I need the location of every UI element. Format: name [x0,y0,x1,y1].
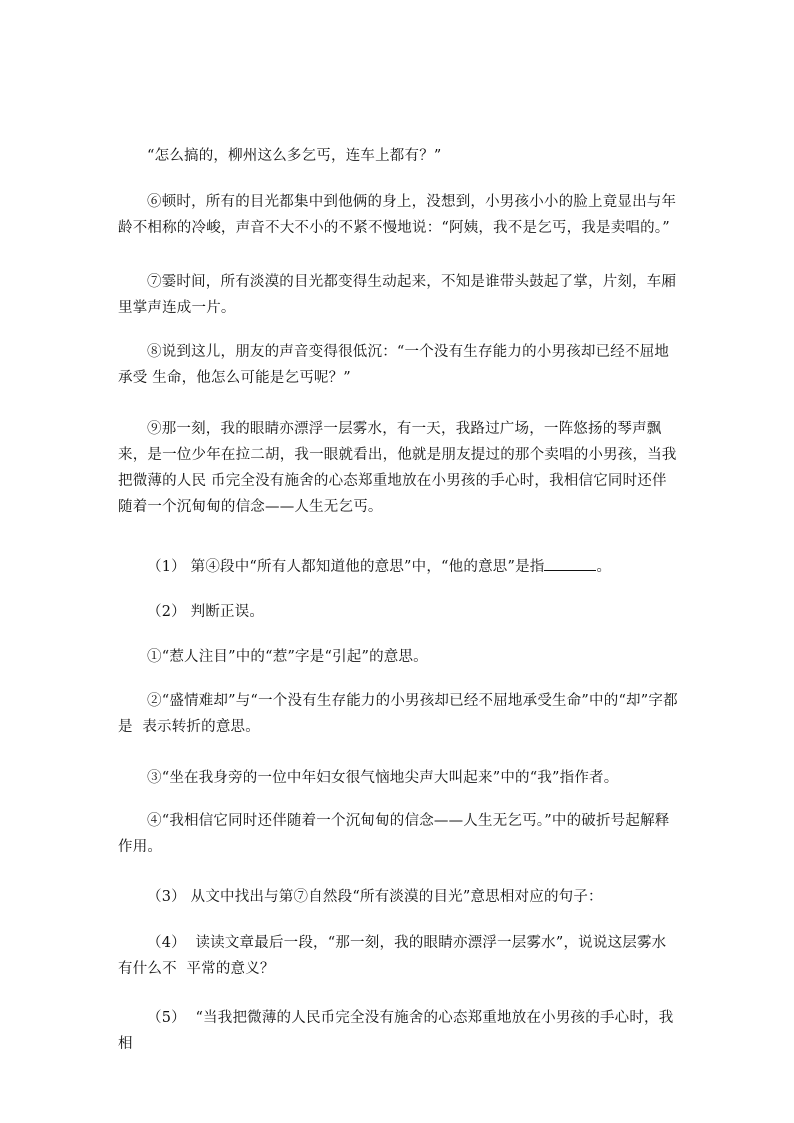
question-1-text: （1） 第④段中“所有人都知道他的意思”中，“他的意思”是指 [147,559,545,575]
question-2-item-4: ④“我相信它同时还伴随着一个沉甸甸的信念——人生无乞丐。”中的破折号起解释作用。 [118,813,670,855]
question-5: （5） “当我把微薄的人民币完全没有施舍的心态郑重地放在小男孩的手心时，我相 [118,1010,674,1052]
paragraph-7: ⑦霎时间，所有淡漠的目光都变得生动起来，不知是谁带头鼓起了掌，片刻，车厢里掌声连成一片。 [118,274,677,316]
question-1 [118,554,678,580]
question-2-item-1: ①“惹人注目”中的“惹”字是“引起”的意思。 [147,649,428,665]
question-4: （4） 读读文章最后一段，“那一刻，我的眼睛亦漂浮一层雾水”，说说这层雾水有什么不 平常的意义？ [118,935,667,977]
question-3: （3） 从文中找出与第⑦自然段“所有淡漠的目光”意思相对应的句子： [147,889,603,905]
paragraph-8: ⑧说到这儿，朋友的声音变得很低沉：“一个没有生存能力的小男孩却已经不屈地承受 生命，他怎么可能是乞丐呢？” [118,344,670,386]
paragraph-9: ⑨那一刻，我的眼睛亦漂浮一层雾水，有一天，我路过广场，一阵悠扬的琴声飘来，是一位少年在拉二胡，我一眼就看出，他就是朋友提过的那个卖唱的小男孩，当我把微薄的人民 币完全没有施舍的心态郑重地放在小男孩的手心时，我相信它同时还伴随着一个沉甸甸的信念——人生无乞丐。 [118,421,677,515]
answer-blank[interactable] [544,556,596,571]
question-2-item-3: ③“坐在我身旁的一位中年妇女很气恼地尖声大叫起来”中的“我”指作者。 [147,770,619,786]
question-1-end: 。 [596,559,612,575]
question-2-item-2: ②“盛情难却”与“一个没有生存能力的小男孩却已经不屈地承受生命”中的“却”字都是 表示转折的意思。 [118,693,678,735]
question-2: （2） 判断正误。 [147,604,265,620]
paragraph-quote: “怎么搞的，柳州这么多乞丐，连车上都有？” [147,148,442,164]
paragraph-6: ⑥顿时，所有的目光都集中到他俩的身上，没想到，小男孩小小的脸上竟显出与年龄不相称的冷峻，声音不大不小的不紧不慢地说：“阿姨，我不是乞丐，我是卖唱的。” [118,194,677,236]
